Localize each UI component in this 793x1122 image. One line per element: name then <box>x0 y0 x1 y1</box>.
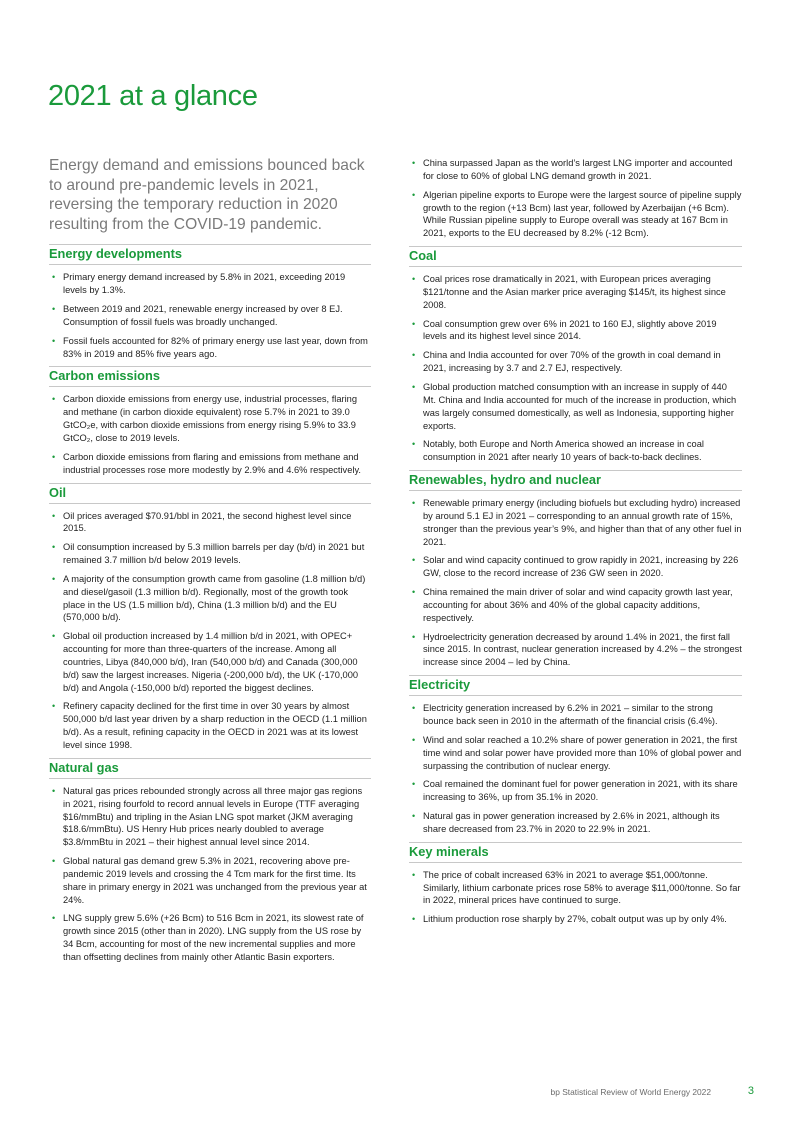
section-renewables-hydro-and-nuclear <box>409 470 742 669</box>
section-heading: Natural gas <box>49 758 371 779</box>
bullet-list <box>409 869 742 926</box>
bullet-item: • Electricity generation increased by 6.2% in 2021 – similar to the strong bounce back seen in 2010 in the aftermath of the financial crisis (6.4%). <box>409 702 742 728</box>
bullet-item: • Coal prices rose dramatically in 2021, with European prices averaging $121/tonne and the Asian marker price averaging $145/t, its highest since 2008. <box>409 273 742 312</box>
bullet-list <box>49 393 371 476</box>
section-electricity <box>409 675 742 836</box>
bullet-item: • China and India accounted for over 70% of the growth in coal demand in 2021, increasing by 3.7 and 2.7 EJ, respectively. <box>409 349 742 375</box>
bullet-item: • Carbon dioxide emissions from flaring and emissions from methane and industrial processes rose more modestly by 2.9% and 4.6% respectively. <box>49 451 371 477</box>
bullet-item: • Natural gas in power generation increased by 2.6% in 2021, although its share decreased from 23.7% in 2020 to 22.9% in 2021. <box>409 810 742 836</box>
left-sections <box>49 244 371 963</box>
bullet-list <box>409 702 742 836</box>
bullet-item: • Fossil fuels accounted for 82% of primary energy use last year, down from 83% in 2019 and 85% five years ago. <box>49 335 371 361</box>
bullet-item: • Between 2019 and 2021, renewable energy increased by over 8 EJ. Consumption of fossil fuels was broadly unchanged. <box>49 303 371 329</box>
bullet-item: • Global natural gas demand grew 5.3% in 2021, recovering above pre-pandemic 2019 levels and crossing the 4 Tcm mark for the first time. Its share in primary energy in 2021 was unchanged from the previous year at 24%. <box>49 855 371 906</box>
page-title: 2021 at a glance <box>48 80 258 112</box>
right-lead-list <box>409 157 742 240</box>
bullet-item: • China remained the main driver of solar and wind capacity growth last year, accounting for about 36% and 40% of the global capacity additions, respectively. <box>409 586 742 625</box>
section-key-minerals <box>409 842 742 926</box>
bullet-item: • Coal consumption grew over 6% in 2021 to 160 EJ, slightly above 2019 levels and its highest level since 2014. <box>409 318 742 344</box>
bullet-list <box>49 510 371 752</box>
bullet-item: • Solar and wind capacity continued to grow rapidly in 2021, increasing by 226 GW, close to the record increase of 236 GW seen in 2020. <box>409 554 742 580</box>
bullet-item: • Primary energy demand increased by 5.8% in 2021, exceeding 2019 levels by 1.3%. <box>49 271 371 297</box>
section-coal <box>409 246 742 464</box>
bullet-item: • Hydroelectricity generation decreased by around 1.4% in 2021, the first fall since 2015. In contrast, nuclear generation increased by 4.2% – the strongest increase since 2004 – led by China. <box>409 631 742 670</box>
section-heading: Renewables, hydro and nuclear <box>409 470 742 491</box>
bullet-item: • China surpassed Japan as the world’s largest LNG importer and accounted for close to 60% of global LNG demand growth in 2021. <box>409 157 742 183</box>
bullet-item: • The price of cobalt increased 63% in 2021 to average $51,000/tonne. Similarly, lithium carbonate prices rose 58% to average $11,000/tonne. So far in 2022, mineral prices have continued to surge. <box>409 869 742 908</box>
bullet-item: • Global production matched consumption with an increase in supply of 440 Mt. China and India accounted for much of the increase in production, which was largely consumed domestically, as well as Indonesia, supporting higher exports. <box>409 381 742 432</box>
right-sections <box>409 246 742 926</box>
bullet-list <box>49 785 371 964</box>
bullet-item: • Algerian pipeline exports to Europe were the largest source of pipeline supply growth to the region (+13 Bcm) last year, followed by Azerbaijan (+6 Bcm). While Russian pipeline supply to Europe overall was steady at 167 Bcm in 2021, exports to the EU decreased by 8.2% (-12 Bcm). <box>409 189 742 240</box>
bullet-item: • Coal remained the dominant fuel for power generation in 2021, with its share increasing to 36%, up from 35.1% in 2020. <box>409 778 742 804</box>
section-oil <box>49 483 371 752</box>
section-energy-developments <box>49 244 371 360</box>
bullet-item: • Oil prices averaged $70.91/bbl in 2021, the second highest level since 2015. <box>49 510 371 536</box>
section-carbon-emissions <box>49 366 371 476</box>
right-column <box>409 157 742 932</box>
footer-publication: bp Statistical Review of World Energy 2022 <box>550 1087 711 1097</box>
bullet-list <box>409 273 742 464</box>
section-heading: Electricity <box>409 675 742 696</box>
bullet-item: • Lithium production rose sharply by 27%, cobalt output was up by only 4%. <box>409 913 742 926</box>
page-number: 3 <box>747 1085 754 1097</box>
bullet-item: • LNG supply grew 5.6% (+26 Bcm) to 516 Bcm in 2021, its slowest rate of growth since 2015 (other than in 2020). LNG supply from the US rose by 34 Bcm, accounting for most of the new incremental supplies and more than offsetting declines from mainly other Atlantic Basin exporters. <box>49 912 371 963</box>
bullet-item: • Notably, both Europe and North America showed an increase in coal consumption in 2021 after nearly 10 years of back-to-back declines. <box>409 438 742 464</box>
section-natural-gas <box>49 758 371 964</box>
bullet-item: • Oil consumption increased by 5.3 million barrels per day (b/d) in 2021 but remained 3.7 million b/d below 2019 levels. <box>49 541 371 567</box>
bullet-item: • Carbon dioxide emissions from energy use, industrial processes, flaring and methane (in carbon dioxide equivalent) rose 5.7% in 2021 to 39.0 GtCO₂e, with carbon dioxide emissions from energy rising 5.9% to 33.9 GtCO₂, close to 2019 levels. <box>49 393 371 444</box>
left-column <box>49 156 371 970</box>
section-heading: Energy developments <box>49 244 371 265</box>
section-heading: Key minerals <box>409 842 742 863</box>
bullet-item: • Natural gas prices rebounded strongly across all three major gas regions in 2021, rising fourfold to record annual levels in Europe (TTF averaging $16/mmBtu) and tripling in the Asian LNG spot market (JKM averaging $18.6/mmBtu). US Henry Hub prices nearly doubled to average $3.8/mmBtu in 2021 – their highest annual level since 2014. <box>49 785 371 849</box>
section-heading: Carbon emissions <box>49 366 371 387</box>
bullet-item: • Renewable primary energy (including biofuels but excluding hydro) increased by around 5.1 EJ in 2021 – corresponding to an annual growth rate of 15%, stronger than the previous year’s 9%, and higher than that of any other fuel in 2021. <box>409 497 742 548</box>
bullet-list <box>409 497 742 669</box>
section-heading: Oil <box>49 483 371 504</box>
bullet-item: • A majority of the consumption growth came from gasoline (1.8 million b/d) and diesel/gasoil (1.3 million b/d). Regionally, most of the growth took place in the US (1.5 million b/d), China (1.3 million b/d) and the EU (570,000 b/d). <box>49 573 371 624</box>
intro-paragraph: Energy demand and emissions bounced back to around pre-pandemic levels in 2021, reversing the temporary reduction in 2020 resulting from the COVID-19 pandemic. <box>49 157 365 233</box>
bullet-item: • Wind and solar reached a 10.2% share of power generation in 2021, the first time wind and solar power have provided more than 10% of global power and surpassing the contribution of nuclear energy. <box>409 734 742 773</box>
bullet-item: • Refinery capacity declined for the first time in over 30 years by almost 500,000 b/d last year driven by a sharp reduction in the OECD (1.1 million b/d). As a result, refining capacity in the OECD in 2021 was at its lowest level since 1998. <box>49 700 371 751</box>
bullet-list <box>49 271 371 360</box>
section-heading: Coal <box>409 246 742 267</box>
bullet-item: • Global oil production increased by 1.4 million b/d in 2021, with OPEC+ accounting for more than three-quarters of the increase. Among all countries, Libya (840,000 b/d), Iran (540,000 b/d) and Canada (300,000 b/d) saw the largest increases. Nigeria (-200,000 b/d), the UK (-170,000 b/d) and Angola (-150,000 b/d) reported the biggest declines. <box>49 630 371 694</box>
